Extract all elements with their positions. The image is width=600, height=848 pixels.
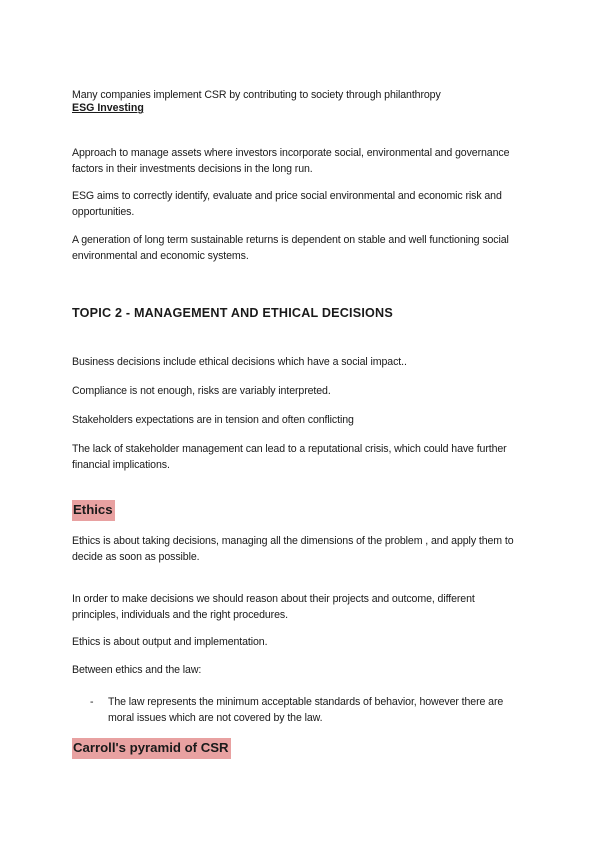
esg-investing-heading: ESG Investing bbox=[72, 102, 144, 114]
ethics-paragraph-2: In order to make decisions we should reason about their projects and outcome, different principles, individuals and the right procedures. bbox=[72, 593, 475, 621]
esg-paragraph-2: ESG aims to correctly identify, evaluate and price social environmental and economic risk and opportunities. bbox=[72, 190, 502, 218]
esg-paragraph-3: A generation of long term sustainable returns is dependent on stable and well functioning social environmental and economic systems. bbox=[72, 234, 509, 262]
topic-paragraph-1: Business decisions include ethical decisions which have a social impact.. bbox=[72, 356, 407, 368]
ethics-heading: Ethics bbox=[72, 500, 115, 521]
bullet-item: The law represents the minimum acceptable standards of behavior, however there are moral issues which are not covered by the law. bbox=[108, 696, 504, 724]
bullet-dash-icon: - bbox=[90, 696, 94, 708]
topic-paragraph-2: Compliance is not enough, risks are variably interpreted. bbox=[72, 385, 331, 397]
ethics-paragraph-3: Ethics is about output and implementation. bbox=[72, 636, 268, 648]
intro-line: Many companies implement CSR by contributing to society through philanthropy bbox=[72, 89, 441, 101]
topic-2-heading: TOPIC 2 - MANAGEMENT AND ETHICAL DECISIONS bbox=[72, 306, 393, 320]
esg-paragraph-1: Approach to manage assets where investors incorporate social, environmental and governance factors in their investments decisions in the long run. bbox=[72, 147, 510, 175]
carrolls-pyramid-heading: Carroll's pyramid of CSR bbox=[72, 738, 231, 759]
ethics-paragraph-1: Ethics is about taking decisions, managing all the dimensions of the problem , and apply them to decide as soon as possible. bbox=[72, 535, 514, 563]
ethics-paragraph-4: Between ethics and the law: bbox=[72, 664, 202, 676]
topic-paragraph-4: The lack of stakeholder management can lead to a reputational crisis, which could have further financial implications. bbox=[72, 443, 507, 471]
topic-paragraph-3: Stakeholders expectations are in tension and often conflicting bbox=[72, 414, 354, 426]
